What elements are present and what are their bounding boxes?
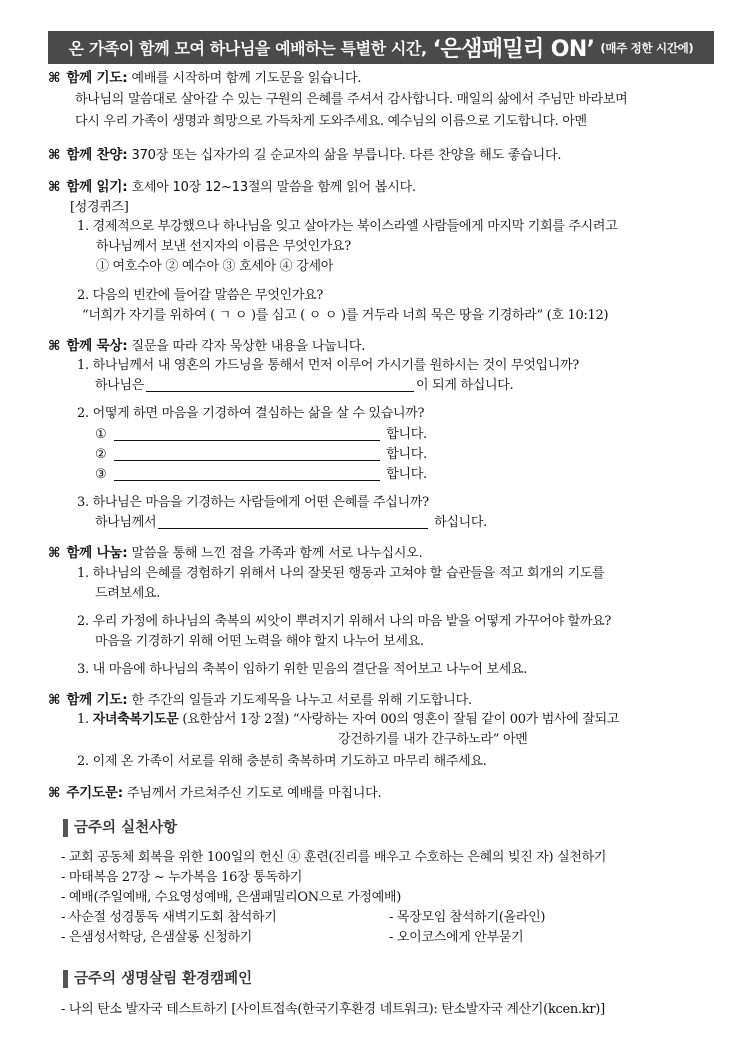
prayer2-item: 2. 이제 온 가족이 서로를 위해 충분히 축복하며 기도하고 마무리 해주세요.	[77, 754, 487, 769]
sharing-item: 1. 하나님의 은혜를 경험하기 위해서 나의 잘못된 행동과 고쳐야 할 습관들을 적고 회개의 기도를	[77, 566, 605, 581]
answer-suffix: 합니다.	[386, 427, 427, 442]
prayer-text-line: 하나님의 말씀대로 살아갈 수 있는 구원의 은혜를 주셔서 감사합니다. 매일의 삶에서 주님만 바라보며	[75, 92, 628, 107]
practice-item: - 마태복음 27장 ~ 누가복음 16장 통독하기	[61, 870, 303, 885]
answer-blank[interactable]	[114, 466, 380, 481]
banner-emphasis-text: ‘은샘패밀리 ON’	[432, 37, 595, 62]
meditation-question: 2. 어떻게 하면 마음을 기경하여 결심하는 삶을 살 수 있습니까?	[77, 406, 425, 421]
section-label: 함께 읽기:	[66, 179, 128, 195]
quiz-question: 하나님께서 보낸 선지자의 이름은 무엇인가요?	[96, 239, 351, 254]
practice-item: - 사순절 성경통독 새벽기도회 참석하기	[61, 910, 277, 925]
quiz-title: [성경퀴즈]	[70, 200, 129, 215]
sharing-item: 2. 우리 가정에 하나님의 축복의 씨앗이 뿌려지기 위해서 나의 마음 밭을 어떻게 가꾸어야 할까요?	[77, 614, 612, 629]
prayer2-item: 강건하기를 내가 간구하노라” 아멘	[338, 732, 528, 747]
meditation-question: 1. 하나님께서 내 영혼의 가드닝을 통해서 먼저 이루어 가시기를 원하시는 것이 무엇입니까?	[77, 358, 579, 373]
answer-blank[interactable]	[158, 514, 428, 529]
section-label: 함께 묵상:	[66, 338, 128, 354]
section-mark-icon: ⌘	[48, 179, 61, 195]
section-mark-icon: ⌘	[48, 545, 61, 561]
quiz-question: 1. 경제적으로 부강했으나 하나님을 잊고 살아가는 북이스라엘 사람들에게 마지막 기회를 주시려고	[77, 219, 618, 234]
answer-number: ③	[95, 467, 107, 482]
practice-item: - 교회 공동체 회복을 위한 100일의 헌신 ④ 훈련(진리를 배우고 수호하는 은혜의 빚진 자) 실천하기	[61, 850, 607, 865]
meditation-answer-line	[95, 424, 427, 446]
answer-blank[interactable]	[146, 377, 414, 392]
section-label: 주기도문:	[66, 785, 123, 801]
quiz-question: 2. 다음의 빈칸에 들어갈 말씀은 무엇인가요?	[77, 288, 324, 303]
praise-header	[48, 143, 718, 163]
section-label: 함께 기도:	[66, 70, 128, 86]
prayer-text-line: 다시 우리 가족이 생명과 희망으로 가득차게 도와주세요. 예수님의 이름으로 기도합니다. 아멘	[75, 114, 587, 129]
campaign-title: 금주의 생명살림 환경캠페인	[63, 970, 252, 988]
section-description: 말씀을 통해 느낀 점을 가족과 함께 서로 나누십시오.	[131, 546, 423, 561]
section-description: 예배를 시작하며 함께 기도문을 읽습니다.	[131, 71, 362, 86]
meditation-answer-line	[95, 512, 487, 534]
title-banner	[48, 31, 714, 64]
section-label: 함께 기도:	[66, 692, 128, 708]
answer-prefix: 하나님은	[95, 378, 145, 393]
campaign-item: - 나의 탄소 발자국 테스트하기 [사이트접속(한국기후환경 네트워크): 탄소발자국 계산기(kcen.kr)]	[61, 1002, 605, 1017]
item-number: 1.	[77, 712, 89, 727]
practice-item: - 예배(주일예배, 수요영성예배, 은샘패밀리ON으로 가정예배)	[61, 890, 401, 905]
banner-main-text: 온 가족이 함께 모여 하나님을 예배하는 특별한 시간,	[68, 39, 427, 58]
answer-suffix: 합니다.	[386, 467, 427, 482]
answer-blank[interactable]	[114, 426, 380, 441]
section-label: 함께 찬양:	[66, 147, 128, 163]
quiz-question: “너희가 자기를 위하여 ( ㄱ ㅇ )를 심고 ( ㅇ ㅇ )를 거두라 너희 묵은 땅을 기경하라” (호 10:12)	[82, 308, 609, 323]
practice-title: 금주의 실천사항	[63, 819, 177, 837]
meditation-answer-line	[95, 444, 427, 466]
prayer-header	[48, 66, 718, 86]
prayer2-header	[48, 688, 718, 708]
sharing-item: 3. 내 마음에 하나님의 축복이 임하기 위한 믿음의 결단을 적어보고 나누어 보세요.	[77, 662, 528, 677]
practice-item: - 목장모임 참석하기(올라인)	[389, 910, 546, 925]
section-description: 주님께서 가르쳐주신 기도로 예배를 마칩니다.	[127, 786, 382, 801]
quiz-choices: ① 여호수아 ② 예수아 ③ 호세아 ④ 강세아	[96, 259, 333, 274]
section-description: 한 주간의 일들과 기도제목을 나누고 서로를 위해 기도합니다.	[131, 693, 472, 708]
section-description: 질문을 따라 각자 묵상한 내용을 나눕니다.	[131, 339, 366, 354]
sharing-item: 마음을 기경하기 위해 어떤 노력을 해야 할지 나누어 보세요.	[95, 634, 424, 649]
answer-suffix: 하십니다.	[434, 515, 488, 530]
section-description: 호세아 10장 12~13절의 말씀을 함께 읽어 봅시다.	[131, 180, 416, 195]
section-label: 함께 나눔:	[66, 545, 128, 561]
section-mark-icon: ⌘	[48, 692, 61, 708]
section-mark-icon: ⌘	[48, 338, 61, 354]
sharing-header	[48, 541, 718, 561]
practice-item: - 은샘성서학당, 은샘살롱 신청하기	[61, 930, 253, 945]
answer-number: ①	[95, 427, 107, 442]
answer-suffix: 이 되게 하십니다.	[416, 378, 514, 393]
blessing-prayer-title: 자녀축복기도문	[92, 712, 179, 727]
answer-blank[interactable]	[114, 446, 380, 461]
meditation-header	[48, 334, 718, 354]
banner-subtitle: (매주 정한 시간에)	[600, 40, 694, 55]
meditation-question: 3. 하나님은 마음을 기경하는 사람들에게 어떤 은혜를 주십니까?	[77, 495, 429, 510]
prayer2-item	[77, 709, 619, 731]
meditation-answer-line	[95, 464, 427, 486]
section-mark-icon: ⌘	[48, 147, 61, 163]
section-mark-icon: ⌘	[48, 70, 61, 86]
practice-item: - 오이코스에게 안부묻기	[389, 930, 524, 945]
answer-number: ②	[95, 447, 107, 462]
blessing-prayer-text: (요한삼서 1장 2절) “사랑하는 자여 00의 영혼이 잘됨 같이 00가 범사에 잘되고	[182, 712, 620, 727]
answer-prefix: 하나님께서	[95, 515, 157, 530]
reading-header	[48, 175, 718, 195]
section-description: 370장 또는 십자가의 길 순교자의 삶을 부릅니다. 다른 찬양을 해도 좋습니다.	[131, 148, 562, 163]
lords-prayer-header	[48, 781, 718, 801]
answer-suffix: 합니다.	[386, 447, 427, 462]
meditation-answer-line	[95, 375, 513, 397]
section-mark-icon: ⌘	[48, 785, 61, 801]
sharing-item: 드려보세요.	[95, 586, 161, 601]
